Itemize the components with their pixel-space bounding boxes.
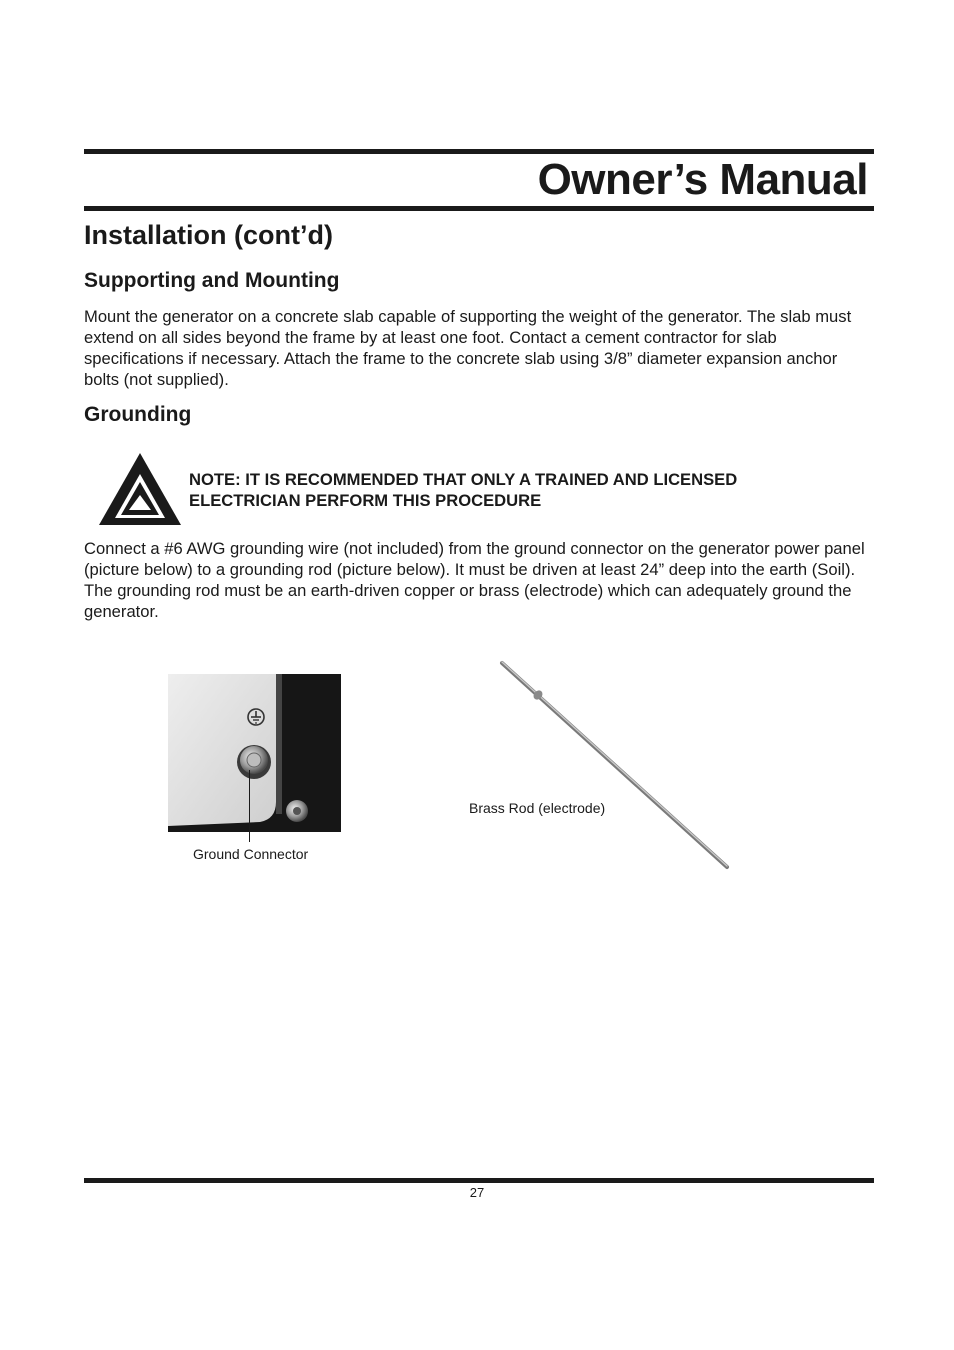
brass-rod-caption: Brass Rod (electrode): [469, 800, 606, 816]
ground-connector-caption: Ground Connector: [193, 846, 309, 862]
page-title: Owner’s Manual: [537, 155, 868, 204]
subheading-grounding: Grounding: [84, 403, 192, 426]
warning-note-line-2: ELECTRICIAN PERFORM THIS PROCEDURE: [189, 491, 542, 510]
paragraph-grounding: Connect a #6 AWG grounding wire (not included) from the ground connector on the generator power panel (picture below) to a grounding rod (picture below). It must be driven at least 24” deep into the earth (Soil). The grounding rod must be an earth-driven copper or brass (electrode) which can adequately ground the generator.: [84, 539, 865, 621]
brass-rod-image: [496, 660, 732, 872]
section-title: Installation (cont’d): [84, 220, 333, 250]
page-number: 27: [469, 1185, 485, 1200]
paragraph-mounting: Mount the generator on a concrete slab capable of supporting the weight of the generator. The slab must extend on all sides beyond the frame by at least one foot. Contact a cement contractor for slab specifications if necessary. Attach the frame to the concrete slab using 3/8” diameter expansion anchor bolts (not supplied).: [84, 307, 852, 389]
subheading-supporting-mounting: Supporting and Mounting: [84, 269, 340, 292]
footer-rule: [84, 1178, 874, 1183]
ground-connector-photo: [168, 674, 341, 832]
warning-note: [189, 469, 869, 511]
header-rule-bottom: [84, 206, 874, 211]
warning-note-line-1: NOTE: IT IS RECOMMENDED THAT ONLY A TRAINED AND LICENSED: [189, 470, 738, 489]
warning-triangle-icon: [98, 452, 182, 526]
ground-connector-leader-line: [249, 770, 250, 842]
